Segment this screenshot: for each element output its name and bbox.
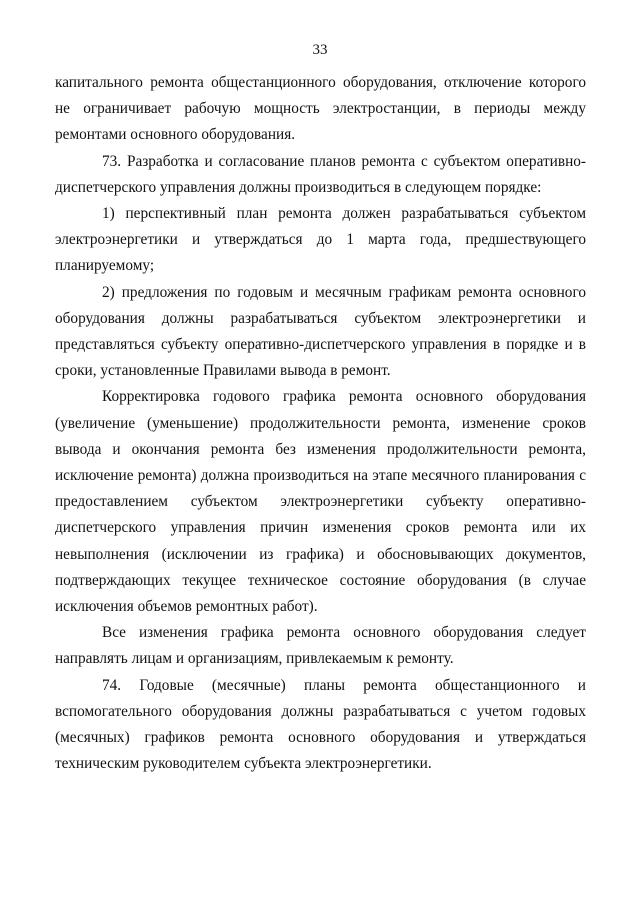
paragraph-subitem-2: 2) предложения по годовым и месячным графикам ремонта основного оборудования должны разрабатываться субъектом электроэнергетики и представляться субъекту оперативно-диспетчерского управления в порядке и в сроки, установленные Правилами вывода в ремонт.	[55, 283, 586, 380]
paragraph-subitem-1: 1) перспективный план ремонта должен разрабатываться субъектом электроэнергетики и утверждаться до 1 марта года, предшествующего планируемому;	[55, 205, 586, 275]
page-number: 33	[312, 42, 328, 58]
paragraph-item-74: 74. Годовые (месячные) планы ремонта общестанционного и вспомогательного оборудования должны разрабатываться с учетом годовых (месячных) графиков ремонта основного оборудования и утверждаться техническим руководителем субъекта электроэнергетики.	[55, 676, 586, 773]
paragraph-item-73: 73. Разработка и согласование планов ремонта с субъектом оперативно-диспетчерского управления должны производиться в следующем порядке:	[55, 152, 586, 196]
document-body	[55, 70, 586, 777]
paragraph-schedule-changes: Все изменения графика ремонта основного оборудования следует направлять лицам и организациям, привлекаемым к ремонту.	[55, 624, 586, 668]
paragraph-schedule-correction: Корректировка годового графика ремонта основного оборудования (увеличение (уменьшение) продолжительности ремонта, изменение сроков вывода и окончания ремонта без изменения продолжительности ремонта, исключение ремонта) должна производиться на этапе месячного планирования с предоставлением субъектом электроэнергетики субъекту оперативно-диспетчерского управления причин изменения сроков ремонта или их невыполнения (исключении из графика) и обосновывающих документов, подтверждающих текущее техническое состояние оборудования (в случае исключения объемов ремонтных работ).	[55, 388, 586, 616]
paragraph-continuation: капитального ремонта общестанционного оборудования, отключение которого не ограничивает рабочую мощность электростанции, в периоды между ремонтами основного оборудования.	[55, 74, 586, 144]
